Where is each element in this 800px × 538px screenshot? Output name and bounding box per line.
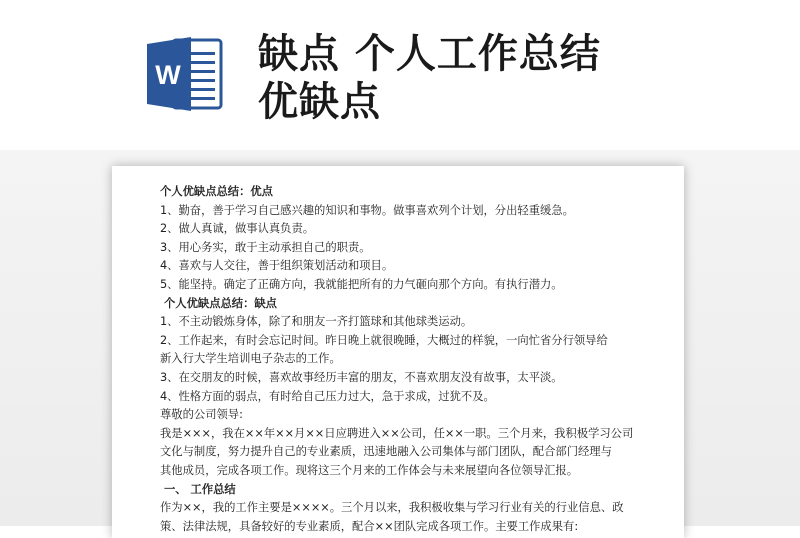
text-line: 尊敬的公司领导:: [160, 408, 243, 422]
word-icon: [147, 34, 223, 114]
text-line: 3、用心务实，敢于主动承担自己的职责。: [160, 240, 371, 254]
text-line: 4、性格方面的弱点，有时给自己压力过大，急于求成，过犹不及。: [160, 389, 495, 403]
text-line: 我是×××，我在××年××月××日应聘进入××公司，任××一职。三个月来，我积极学习公司: [160, 426, 634, 440]
text-line: 5、能坚持。确定了正确方向，我就能把所有的力气砸向那个方向。有执行潜力。: [160, 277, 563, 291]
text-line: 2、做人真诚，做事认真负责。: [160, 222, 315, 236]
document-page: [112, 166, 684, 538]
header-banner: [0, 0, 800, 150]
page-title-line-2: 优缺点: [258, 79, 381, 125]
text-line: 2、工作起来，有时会忘记时间。昨日晚上就很晚睡，大概过的样貌，一向忙省分行领导给: [160, 333, 608, 347]
word-icon-letter: W: [155, 60, 181, 90]
page-title: [258, 30, 601, 126]
text-line: 新入行大学生培训电子杂志的工作。: [160, 352, 341, 366]
text-line: 1、勤奋，善于学习自己感兴趣的知识和事物。做事喜欢列个计划，分出轻重缓急。: [160, 203, 574, 217]
document-body: [160, 183, 656, 536]
text-line: 其他成员，完成各项工作。现将这三个月来的工作体会与未来展望向各位领导汇报。: [160, 463, 578, 477]
text-line: 3、在交朋友的时候，喜欢故事经历丰富的朋友，不喜欢朋友没有故事，太平淡。: [160, 370, 563, 384]
page-title-line-1: 缺点 个人工作总结: [258, 31, 601, 77]
section-heading: 个人优缺点总结：缺点: [164, 296, 277, 310]
text-line: 策、法律法规，具备较好的专业素质，配合××团队完成各项工作。主要工作成果有:: [160, 519, 579, 533]
section-heading: 个人优缺点总结：优点: [160, 185, 273, 198]
section-heading: 一、 工作总结: [164, 482, 236, 496]
text-line: 4、喜欢与人交往，善于组织策划活动和项目。: [160, 259, 394, 273]
text-line: 文化与制度，努力提升自己的专业素质，迅速地融入公司集体与部门团队，配合部门经理与: [160, 445, 612, 459]
text-line: 1、不主动锻炼身体，除了和朋友一齐打篮球和其他球类运动。: [160, 315, 473, 329]
text-line: 作为××，我的工作主要是××××。三个月以来，我积极收集与学习行业有关的行业信息、政: [160, 501, 624, 515]
